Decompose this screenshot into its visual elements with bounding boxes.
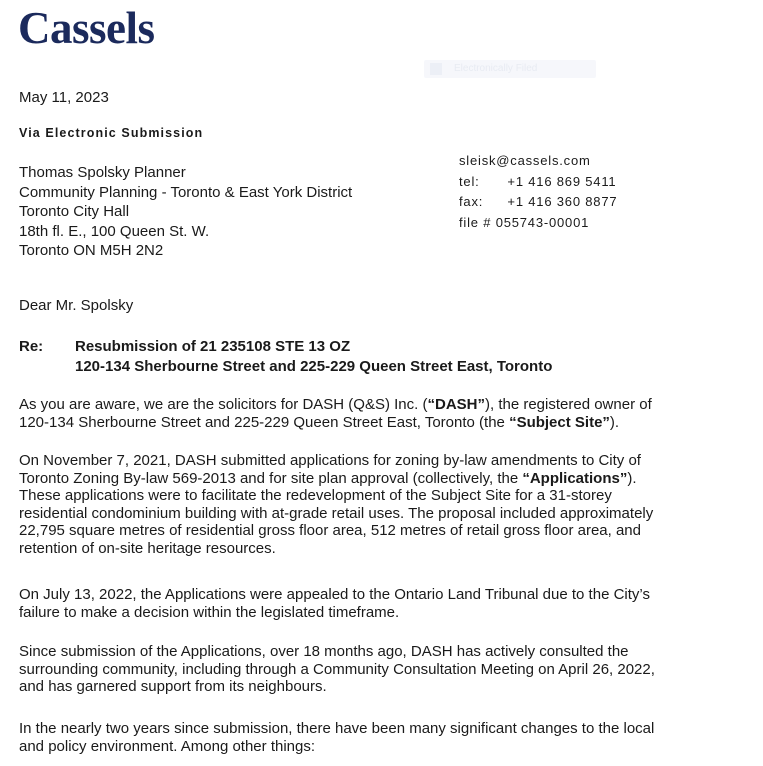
text-run: 120-134 Sherbourne Street and 225-229 Queen Street East, Toronto (the — [19, 413, 510, 431]
paragraph-line — [19, 414, 744, 432]
paragraph-line: Since submission of the Applications, over 18 months ago, DASH has actively consulted the — [19, 643, 629, 660]
sender-fax — [459, 192, 617, 213]
file-label: file # — [459, 214, 492, 230]
paragraph-line — [19, 470, 744, 488]
recipient-line: Toronto ON M5H 2N2 — [19, 242, 164, 260]
recipient-line: Toronto City Hall — [19, 203, 130, 221]
re-subject-line: Resubmission of 21 235108 STE 13 OZ — [75, 338, 351, 355]
re-subject — [75, 337, 552, 376]
text-run: As you are aware, we are the solicitors for DASH (Q&S) Inc. ( — [19, 396, 428, 413]
recipient-line: Community Planning - Toronto & East York District — [19, 183, 353, 201]
recipient-line: Thomas Spolsky Planner — [19, 164, 186, 181]
paragraph-line: and has garnered support from its neighbours. — [19, 678, 327, 695]
paragraph-line: These applications were to facilitate the redevelopment of the Subject Site for a 31-storey — [19, 487, 612, 504]
fax-value: +1 416 360 8877 — [507, 194, 618, 209]
paragraph-line: surrounding community, including through a Community Consultation Meeting on April 26, 2022, — [19, 660, 655, 678]
delivery-method: Via Electronic Submission — [19, 126, 204, 140]
paragraph-line: On November 7, 2021, DASH submitted applications for zoning by-law amendments to City of — [19, 452, 641, 469]
faint-stamp-icon — [430, 63, 442, 75]
paragraph-line: In the nearly two years since submission, there have been many significant changes to the local — [19, 720, 655, 737]
paragraph-intro — [19, 396, 744, 431]
paragraph-consultation — [19, 643, 744, 696]
faint-stamp-text: Electronically Filed — [454, 63, 538, 74]
paragraph-line — [19, 396, 744, 414]
paragraph-line: On July 13, 2022, the Applications were appealed to the Ontario Land Tribunal due to the City’s — [19, 586, 650, 603]
re-subject-line: 120-134 Sherbourne Street and 225-229 Queen Street East, Toronto — [75, 357, 553, 375]
file-value: 055743-00001 — [495, 214, 590, 230]
paragraph-line: failure to make a decision within the legislated timeframe. — [19, 603, 400, 621]
fax-label: fax: — [459, 194, 484, 209]
tel-label: tel: — [459, 173, 480, 189]
paragraph-changes — [19, 720, 744, 755]
paragraph-line: residential condominium building with at-grade retail uses. The proposal included approximately — [19, 504, 654, 522]
recipient-line: 18th fl. E., 100 Queen St. W. — [19, 222, 210, 240]
defined-term-dash: “DASH” — [427, 396, 485, 413]
paragraph-line: retention of on-site heritage resources. — [19, 539, 276, 557]
cassels-logo: Cassels — [18, 3, 155, 53]
text-run: ). — [627, 469, 637, 487]
paragraph-line: and policy environment. Among other things: — [19, 737, 316, 755]
sender-tel — [459, 172, 617, 193]
paragraph-line: 22,795 square metres of residential gross floor area, 512 metres of retail gross floor area, and — [19, 522, 641, 539]
recipient-address — [19, 163, 352, 261]
paragraph-applications — [19, 452, 744, 557]
letter-date: May 11, 2023 — [19, 89, 109, 106]
salutation: Dear Mr. Spolsky — [19, 297, 134, 314]
file-number — [459, 213, 617, 234]
text-run: ), the registered owner of — [485, 396, 652, 413]
text-run: ). — [609, 413, 620, 431]
defined-term-subject-site: “Subject Site” — [509, 413, 610, 431]
tel-value: +1 416 869 5411 — [507, 173, 617, 189]
defined-term-applications: “Applications” — [522, 469, 628, 487]
text-run: Toronto Zoning By-law 569-2013 and for site plan approval (collectively, the — [19, 469, 523, 487]
re-label: Re: — [19, 338, 44, 355]
sender-contact-block — [459, 151, 617, 233]
paragraph-appeal — [19, 586, 744, 621]
faint-stamp — [424, 60, 596, 78]
sender-email[interactable]: sleisk@cassels.com — [459, 153, 591, 168]
